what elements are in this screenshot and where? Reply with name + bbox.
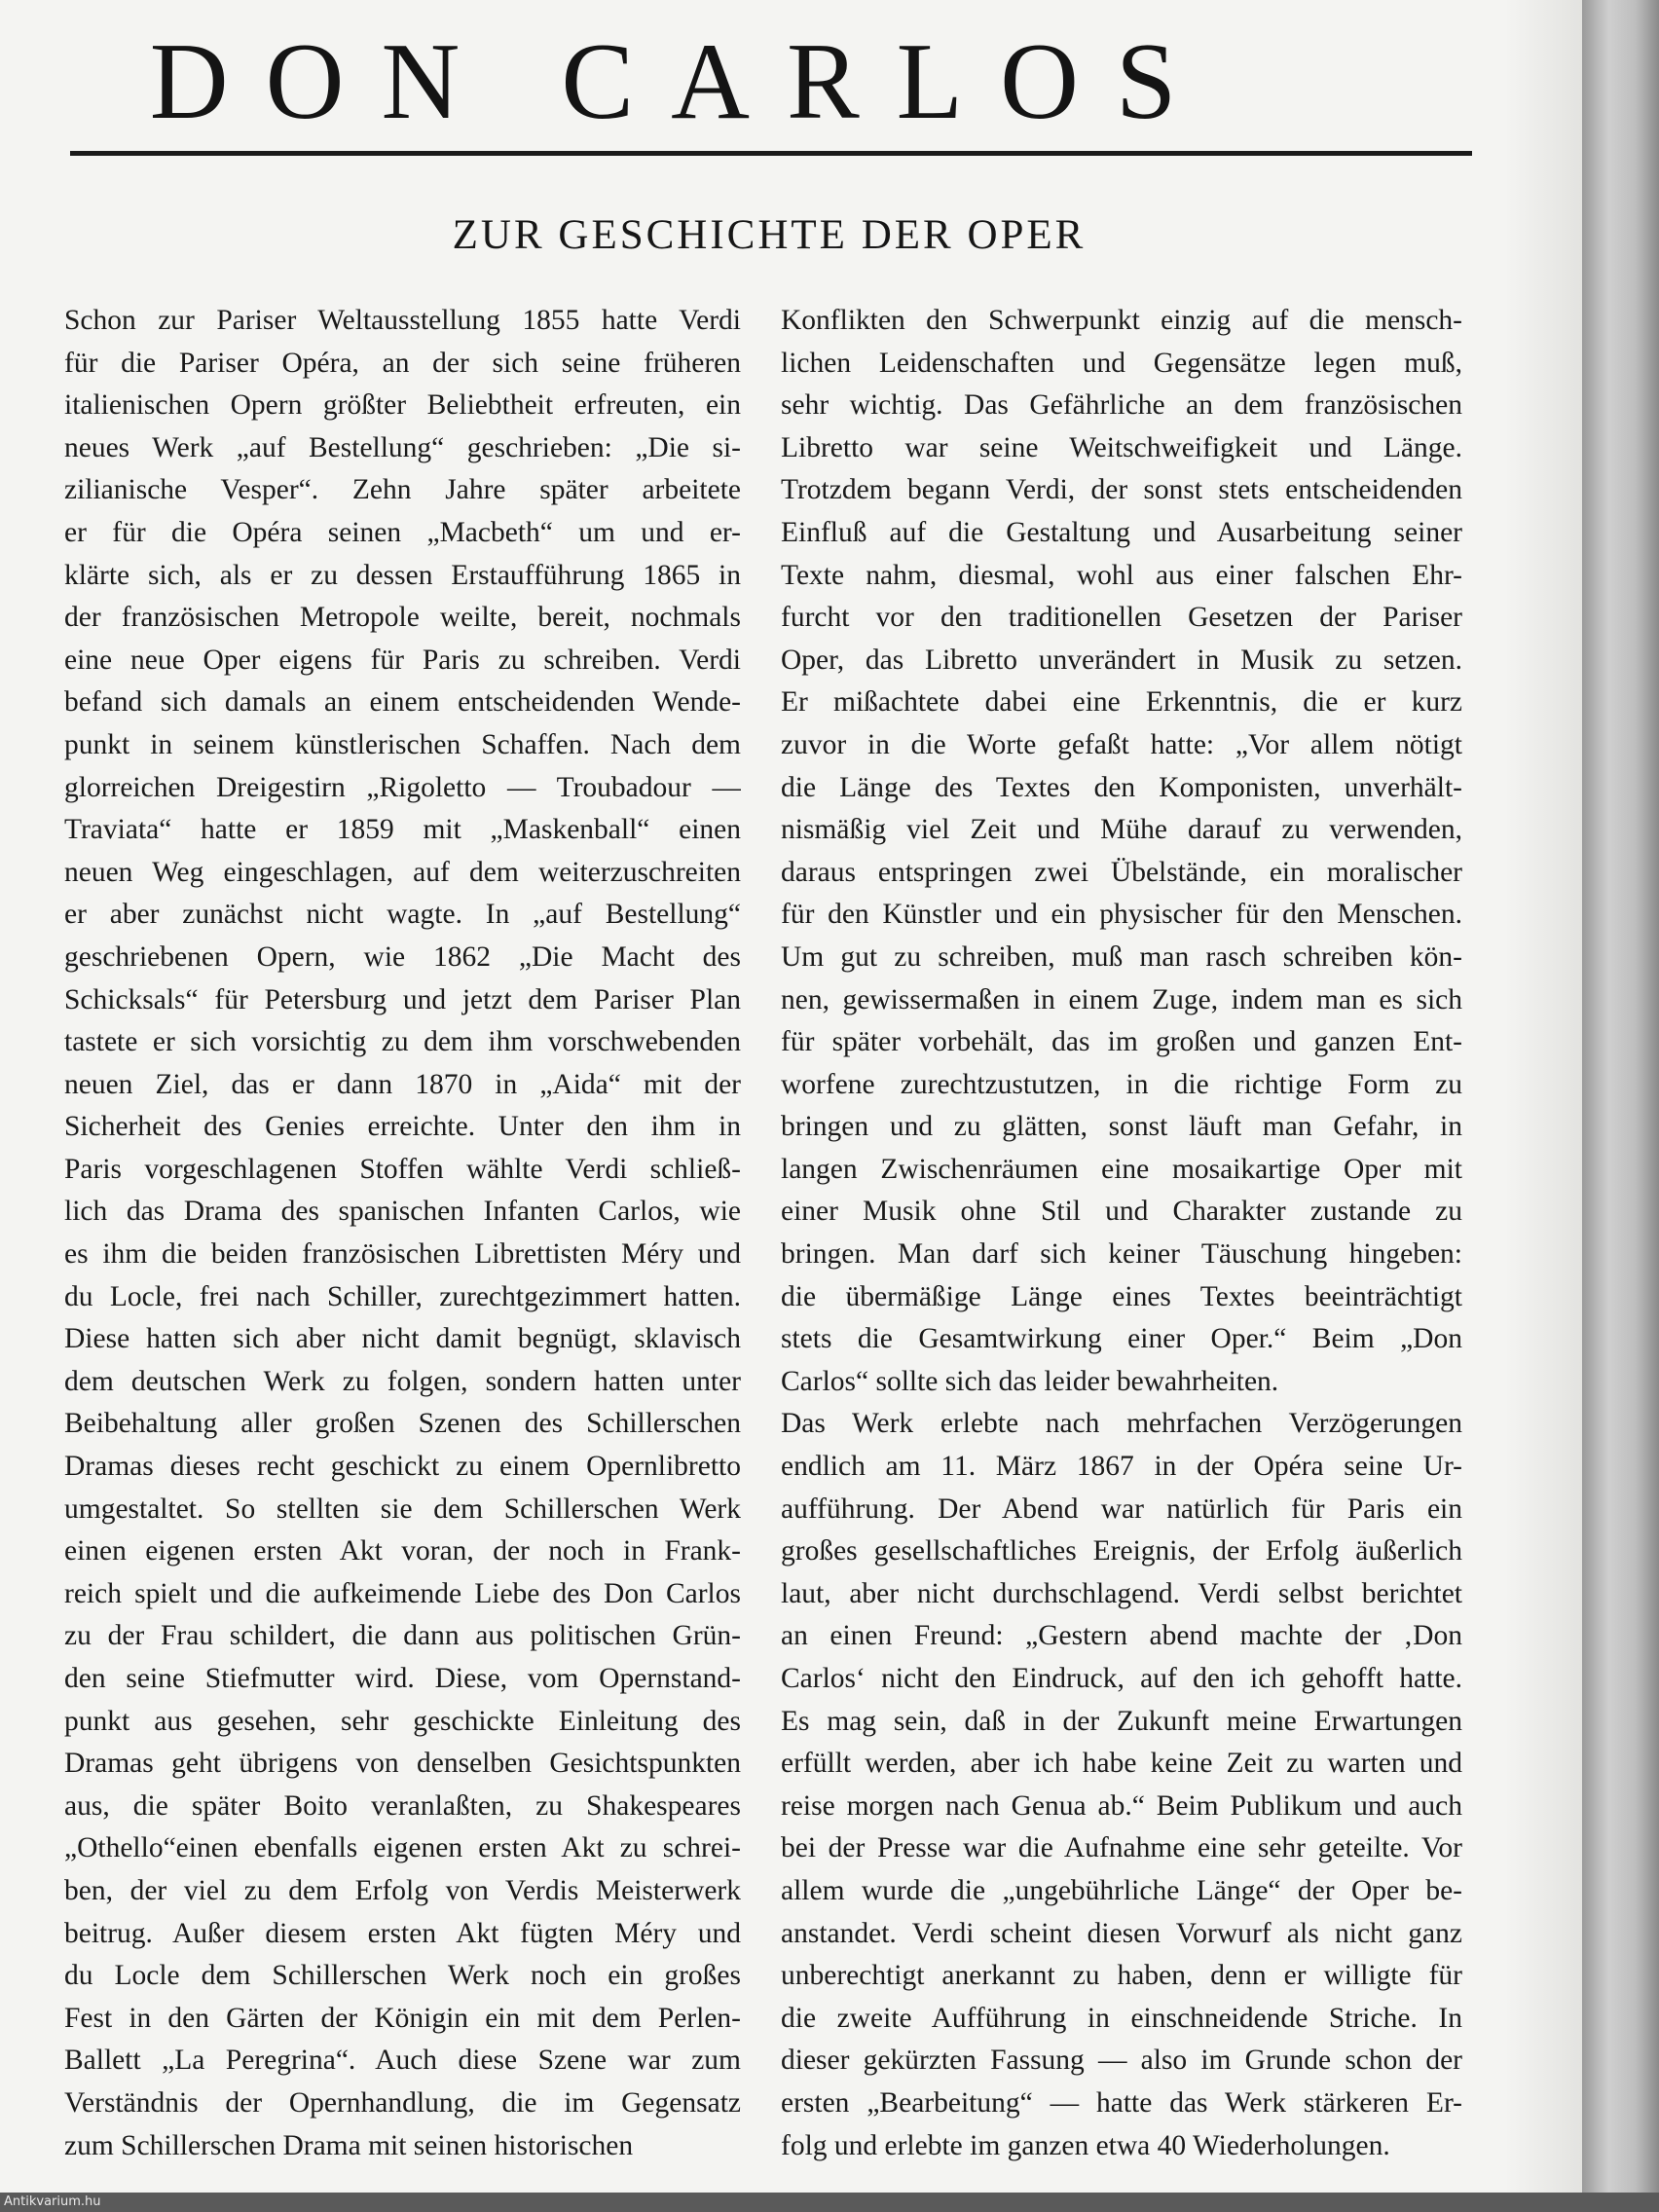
text-line: der französischen Metropole weilte, bereit, nochmals: [64, 602, 741, 634]
text-line: Trotzdem begann Verdi, der sonst stets entscheidenden: [781, 474, 1462, 506]
text-line: zuvor in die Worte gefaßt hatte: „Vor allem nötigt: [781, 728, 1462, 760]
text-line: Schon zur Pariser Weltausstellung 1855 hatte Verdi: [64, 305, 741, 336]
text-column-right: [781, 300, 1462, 2167]
text-line: Paris vorgeschlagenen Stoffen wählte Verdi schließ-: [64, 1153, 741, 1185]
text-line: anstandet. Verdi scheint diesen Vorwurf als nicht ganz: [781, 1917, 1462, 1949]
text-line: Beibehaltung aller großen Szenen des Schillerschen: [64, 1408, 741, 1440]
text-line: Dramas geht übrigens von denselben Gesichtspunkten: [64, 1748, 741, 1780]
text-line: neuen Weg eingeschlagen, auf dem weiterzuschreiten: [64, 856, 741, 888]
text-line: einen eigenen ersten Akt voran, der noch in Frank-: [64, 1535, 741, 1567]
text-line: neuen Ziel, das er dann 1870 in „Aida“ mit der: [64, 1068, 741, 1100]
text-line: Er mißachtete dabei eine Erkenntnis, die er kurz: [781, 686, 1462, 719]
text-line: dieser gekürzten Fassung — also im Grunde schon der: [781, 2045, 1462, 2077]
text-line: klärte sich, als er zu dessen Erstaufführung 1865 in: [64, 559, 741, 591]
watermark: Antikvarium.hu: [4, 2194, 101, 2209]
text-line: umgestaltet. So stellten sie dem Schillerschen Werk: [64, 1493, 741, 1525]
text-line: daraus entspringen zwei Übelstände, ein moralischer: [781, 856, 1462, 888]
text-line: Einfluß auf die Gestaltung und Ausarbeitung seiner: [781, 516, 1462, 548]
text-line: du Locle, frei nach Schiller, zurechtgezimmert hatten.: [64, 1280, 741, 1312]
text-line: punkt aus gesehen, sehr geschickte Einleitung des: [64, 1705, 741, 1737]
text-line: allem wurde die „ungebührliche Länge“ der Oper be-: [781, 1874, 1462, 1906]
text-line: Verständnis der Opernhandlung, die im Gegensatz: [64, 2086, 741, 2119]
text-line: Das Werk erlebte nach mehrfachen Verzögerungen: [781, 1408, 1462, 1440]
text-line: großes gesellschaftliches Ereignis, der Erfolg äußerlich: [781, 1535, 1462, 1567]
text-line: Es mag sein, daß in der Zukunft meine Erwartungen: [781, 1705, 1462, 1737]
text-line: geschriebenen Opern, wie 1862 „Die Macht des: [64, 940, 741, 973]
text-line: ersten „Bearbeitung“ — hatte das Werk stärkeren Er-: [781, 2086, 1462, 2119]
text-line: Schicksals“ für Petersburg und jetzt dem Pariser Plan: [64, 983, 741, 1015]
text-line: aufführung. Der Abend war natürlich für Paris ein: [781, 1493, 1462, 1525]
text-line: zum Schillerschen Drama mit seinen historischen: [64, 2129, 634, 2161]
text-line: zilianische Vesper“. Zehn Jahre später arbeitete: [64, 474, 741, 506]
text-line: neues Werk „auf Bestellung“ geschrieben: „Die si-: [64, 431, 741, 463]
text-line: dem deutschen Werk zu folgen, sondern hatten unter: [64, 1365, 741, 1397]
text-line: er für die Opéra seinen „Macbeth“ um und er-: [64, 516, 741, 548]
section-heading: ZUR GESCHICHTE DER OPER: [452, 212, 1087, 258]
text-column-left: [64, 300, 741, 2167]
text-line: Fest in den Gärten der Königin ein mit dem Perlen-: [64, 2002, 741, 2034]
text-line: zu der Frau schildert, die dann aus politischen Grün-: [64, 1620, 741, 1652]
text-line: an einen Freund: „Gestern abend machte der ‚Don: [781, 1620, 1462, 1652]
text-line: Diese hatten sich aber nicht damit begnügt, sklavisch: [64, 1323, 741, 1355]
text-line: sehr wichtig. Das Gefährliche an dem französischen: [781, 389, 1462, 422]
text-line: du Locle dem Schillerschen Werk noch ein großes: [64, 1960, 741, 1992]
text-line: Carlos“ sollte sich das leider bewahrheiten.: [781, 1365, 1279, 1397]
text-line: langen Zwischenräumen eine mosaikartige Oper mit: [781, 1153, 1462, 1185]
text-line: die zweite Aufführung in einschneidende Striche. In: [781, 2002, 1462, 2034]
text-line: stets die Gesamtwirkung einer Oper.“ Beim „Don: [781, 1323, 1462, 1355]
footer-strip: [0, 2193, 1659, 2212]
text-line: Konflikten den Schwerpunkt einzig auf die mensch-: [781, 305, 1462, 336]
text-line: tastete er sich vorsichtig zu dem ihm vorschwebenden: [64, 1026, 741, 1058]
next-page-edge: [1582, 0, 1659, 2212]
text-line: punkt in seinem künstlerischen Schaffen. Nach dem: [64, 728, 741, 760]
text-line: reich spielt und die aufkeimende Liebe des Don Carlos: [64, 1577, 741, 1609]
text-line: Sicherheit des Genies erreichte. Unter den ihm in: [64, 1111, 741, 1143]
text-line: für die Pariser Opéra, an der sich seine früheren: [64, 347, 741, 379]
text-line: glorreichen Dreigestirn „Rigoletto — Troubadour —: [64, 771, 741, 803]
text-line: die übermäßige Länge eines Textes beeinträchtigt: [781, 1280, 1462, 1312]
text-line: Carlos‘ nicht den Eindruck, auf den ich gehofft hatte.: [781, 1663, 1462, 1694]
text-line: Um gut zu schreiben, muß man rasch schreiben kön-: [781, 940, 1462, 973]
text-line: folg und erlebte im ganzen etwa 40 Wiederholungen.: [781, 2129, 1390, 2161]
text-line: Texte nahm, diesmal, wohl aus einer falschen Ehr-: [781, 559, 1462, 591]
text-line: eine neue Oper eigens für Paris zu schreiben. Verdi: [64, 644, 741, 676]
text-line: Ballett „La Peregrina“. Auch diese Szene war zum: [64, 2045, 741, 2077]
text-line: worfene zurechtzustutzen, in die richtige Form zu: [781, 1068, 1462, 1100]
text-line: lichen Leidenschaften und Gegensätze legen muß,: [781, 347, 1462, 379]
text-line: furcht vor den traditionellen Gesetzen der Pariser: [781, 602, 1462, 634]
text-line: für später vorbehält, das im großen und ganzen Ent-: [781, 1026, 1462, 1058]
text-line: bringen. Man darf sich keiner Täuschung hingeben:: [781, 1238, 1462, 1271]
text-line: Oper, das Libretto unverändert in Musik zu setzen.: [781, 644, 1462, 676]
text-line: Traviata“ hatte er 1859 mit „Maskenball“ einen: [64, 814, 741, 846]
text-line: endlich am 11. März 1867 in der Opéra seine Ur-: [781, 1451, 1462, 1483]
text-line: Libretto war seine Weitschweifigkeit und Länge.: [781, 431, 1462, 463]
text-line: unberechtigt anerkannt zu haben, denn er willigte für: [781, 1960, 1462, 1992]
text-line: lich das Drama des spanischen Infanten Carlos, wie: [64, 1196, 741, 1228]
text-line: beitrug. Außer diesem ersten Akt fügten Méry und: [64, 1917, 741, 1949]
title-rule: [70, 151, 1472, 156]
text-line: „Othello“einen ebenfalls eigenen ersten Akt zu schrei-: [64, 1832, 741, 1864]
text-line: er aber zunächst nicht wagte. In „auf Bestellung“: [64, 899, 741, 931]
text-line: Dramas dieses recht geschickt zu einem Opernlibretto: [64, 1451, 741, 1483]
page-title: DON CARLOS: [149, 21, 1214, 142]
text-line: erfüllt werden, aber ich habe keine Zeit zu warten und: [781, 1748, 1462, 1780]
text-line: die Länge des Textes den Komponisten, unverhält-: [781, 771, 1462, 803]
text-line: bei der Presse war die Aufnahme eine sehr geteilte. Vor: [781, 1832, 1462, 1864]
text-line: ben, der viel zu dem Erfolg von Verdis Meisterwerk: [64, 1874, 741, 1906]
text-line: es ihm die beiden französischen Librettisten Méry und: [64, 1238, 741, 1271]
text-line: den seine Stiefmutter wird. Diese, vom Opernstand-: [64, 1663, 741, 1694]
text-line: bringen und zu glätten, sonst läuft man Gefahr, in: [781, 1111, 1462, 1143]
text-line: für den Künstler und ein physischer für den Menschen.: [781, 899, 1462, 931]
text-line: italienischen Opern größter Beliebtheit erfreuten, ein: [64, 389, 741, 422]
text-line: reise morgen nach Genua ab.“ Beim Publikum und auch: [781, 1789, 1462, 1822]
text-line: nismäßig viel Zeit und Mühe darauf zu verwenden,: [781, 814, 1462, 846]
text-line: einer Musik ohne Stil und Charakter zustande zu: [781, 1196, 1462, 1228]
page-bleed: [1504, 0, 1582, 2212]
text-line: aus, die später Boito veranlaßten, zu Shakespeares: [64, 1789, 741, 1822]
text-line: befand sich damals an einem entscheidenden Wende-: [64, 686, 741, 719]
text-line: laut, aber nicht durchschlagend. Verdi selbst berichtet: [781, 1577, 1462, 1609]
text-line: nen, gewissermaßen in einem Zuge, indem man es sich: [781, 983, 1462, 1015]
